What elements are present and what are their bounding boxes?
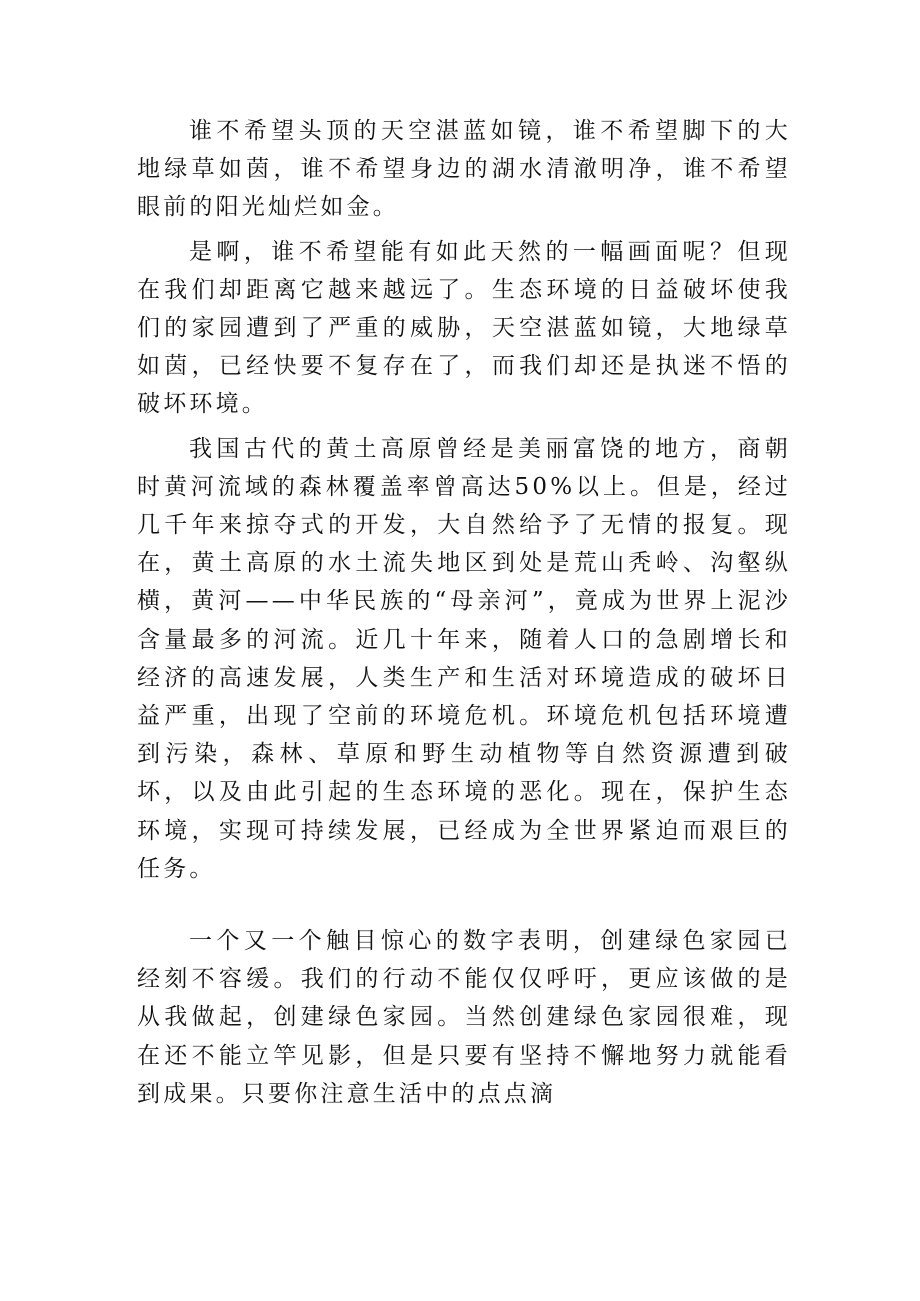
document-page — [137, 112, 791, 1113]
paragraph-3: 我国古代的黄土高原曾经是美丽富饶的地方，商朝时黄河流域的森林覆盖率曾高达50%以上。但是，经过几千年来掠夺式的开发，大自然给予了无情的报复。现在，黄土高原的水土流失地区到处是荒山秃岭、沟壑纵横，黄河——中华民族的“母亲河”，竟成为世界上泥沙含量最多的河流。近几十年来，随着人口的急剧增长和经济的高速发展，人类生产和生活对环境造成的破坏日益严重，出现了空前的环境危机。环境危机包括环境遭到污染，森林、草原和野生动植物等自然资源遭到破坏，以及由此引起的生态环境的恶化。现在，保护生态环境，实现可持续发展，已经成为全世界紧迫而艰巨的任务。 — [137, 435, 791, 882]
paragraph-2: 是啊，谁不希望能有如此天然的一幅画面呢？但现在我们却距离它越来越远了。生态环境的日益破坏使我们的家园遭到了严重的威胁，天空湛蓝如镜，大地绿草如茵，已经快要不复存在了，而我们却还是执迷不悟的破坏环境。 — [137, 238, 791, 418]
paragraph-gap — [137, 888, 791, 922]
paragraph-1: 谁不希望头顶的天空湛蓝如镜，谁不希望脚下的大地绿草如茵，谁不希望身边的湖水清澈明净，谁不希望眼前的阳光灿烂如金。 — [137, 118, 791, 221]
paragraph-4: 一个又一个触目惊心的数字表明，创建绿色家园已经刻不容缓。我们的行动不能仅仅呼吁，更应该做的是从我做起，创建绿色家园。当然创建绿色家园很难，现在还不能立竿见影，但是只要有坚持不懈地努力就能看到成果。只要你注意生活中的点点滴 — [137, 928, 791, 1107]
